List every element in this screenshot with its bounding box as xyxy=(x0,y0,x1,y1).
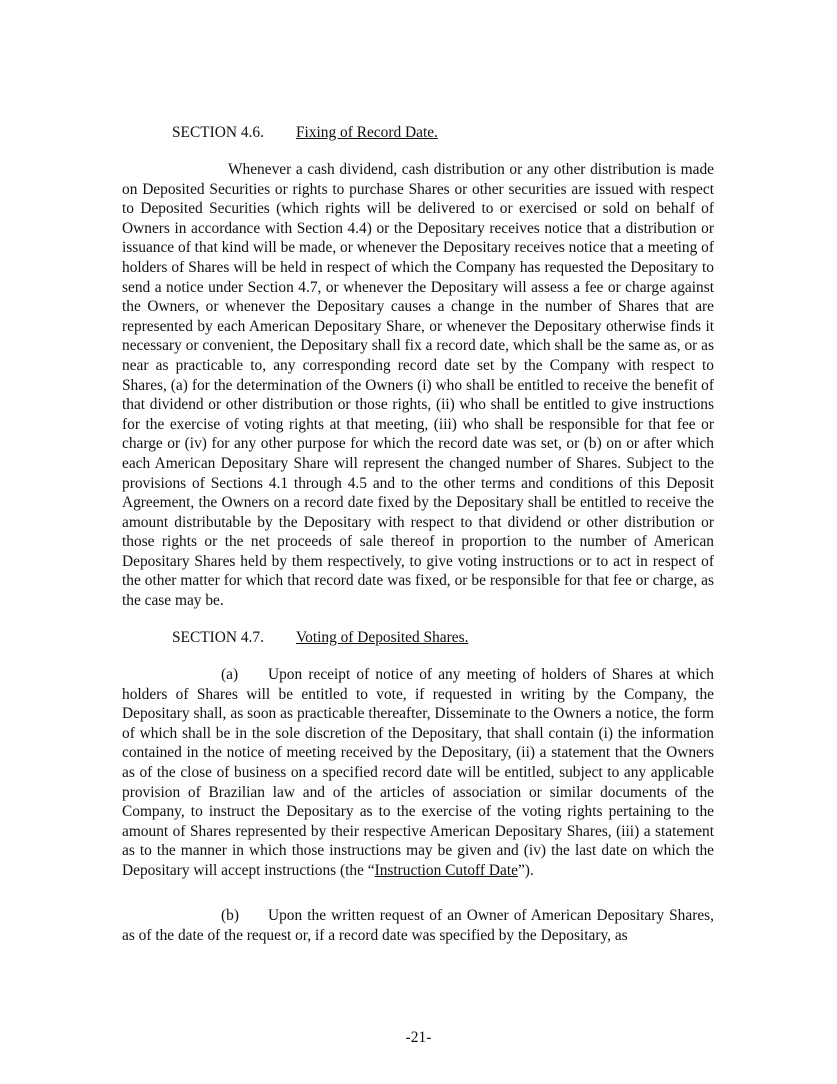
paragraph-b-label: (b) xyxy=(221,907,239,924)
section-4-7-heading xyxy=(172,627,468,649)
paragraph-b-text: Upon the written request of an Owner of American Depositary Shares, as of the date of the request or, if a record date was specified by the Depositary, as xyxy=(122,907,714,944)
section-4-6-heading xyxy=(172,122,438,144)
paragraph-a-text-end: ”). xyxy=(517,861,534,879)
paragraph-a-label: (a) xyxy=(221,666,239,683)
section-4-6-text: Whenever a cash dividend, cash distribution or any other distribution is made on Deposited Securities or rights to purchase Shares or other securities are issued with respect to Deposited Securities (which rights will be delivered to or exercised or sold on behalf of Owners in accordance with Section 4.4) or the Depositary receives notice that a distribution or issuance of that kind will be made, or whenever the Depositary receives notice that a meeting of holders of Shares will be held in respect of which the Company has requested the Depositary to send a notice under Section 4.7, or whenever the Depositary will assess a fee or charge against the Owners, or whenever the Depositary causes a change in the number of Shares that are represented by each American Depositary Share, or whenever the Depositary otherwise finds it necessary or convenient, the Depositary shall fix a record date, which shall be the same as, or as near as practicable to, any corresponding record date set by the Company with respect to Shares, (a) for the determination of the Owners (i) who shall be entitled to receive the benefit of that dividend or other distribution or those rights, (ii) who shall be entitled to give instructions for the exercise of voting rights at that meeting, (iii) who shall be responsible for that fee or charge or (iv) for any other purpose for which the record date was set, or (b) on or after which each American Depositary Share will represent the changed number of Shares. Subject to the provisions of Sections 4.1 through 4.5 and to the other terms and conditions of this Deposit Agreement, the Owners on a record date fixed by the Depositary shall be entitled to receive the amount distributable by the Depositary with respect to that dividend or other distribution or those rights or the net proceeds of sale thereof in proportion to the number of American Depositary Shares held by them respectively, to give voting instructions or to act in respect of the other matter for which that record date was fixed, or be responsible for that fee or charge, as the case may be. xyxy=(122,161,714,610)
section-4-6-number: SECTION 4.6. xyxy=(172,124,264,141)
paragraph-a-text: Upon receipt of notice of any meeting of holders of Shares at which holders of Shares will be entitled to vote, if requested in writing by the Company, the Depositary shall, as soon as practicable thereafter, Disseminate to the Owners a notice, the form of which shall be in the sole discretion of the Depositary, that shall contain (i) the information contained in the notice of meeting received by the Depositary, (ii) a statement that the Owners as of the close of business on a specified record date will be entitled, subject to any applicable provision of Brazilian law and of the articles of association or similar documents of the Company, to instruct the Depositary as to the exercise of the voting rights pertaining to the amount of Shares represented by their respective American Depositary Shares, (iii) a statement as to the manner in which those instructions may be given and (iv) the last date on which the Depositary will accept instructions (the “ xyxy=(122,666,714,879)
page-number: -21- xyxy=(405,1029,432,1046)
section-4-7-title: Voting of Deposited Shares. xyxy=(296,629,469,646)
section-4-7-paragraph-b xyxy=(122,906,714,945)
section-4-7-number: SECTION 4.7. xyxy=(172,629,264,646)
section-4-6-title: Fixing of Record Date. xyxy=(296,124,438,141)
section-4-7-paragraph-a xyxy=(122,665,714,881)
section-4-6-body xyxy=(122,160,714,611)
defined-term-instruction-cutoff-date: Instruction Cutoff Date xyxy=(374,861,518,879)
